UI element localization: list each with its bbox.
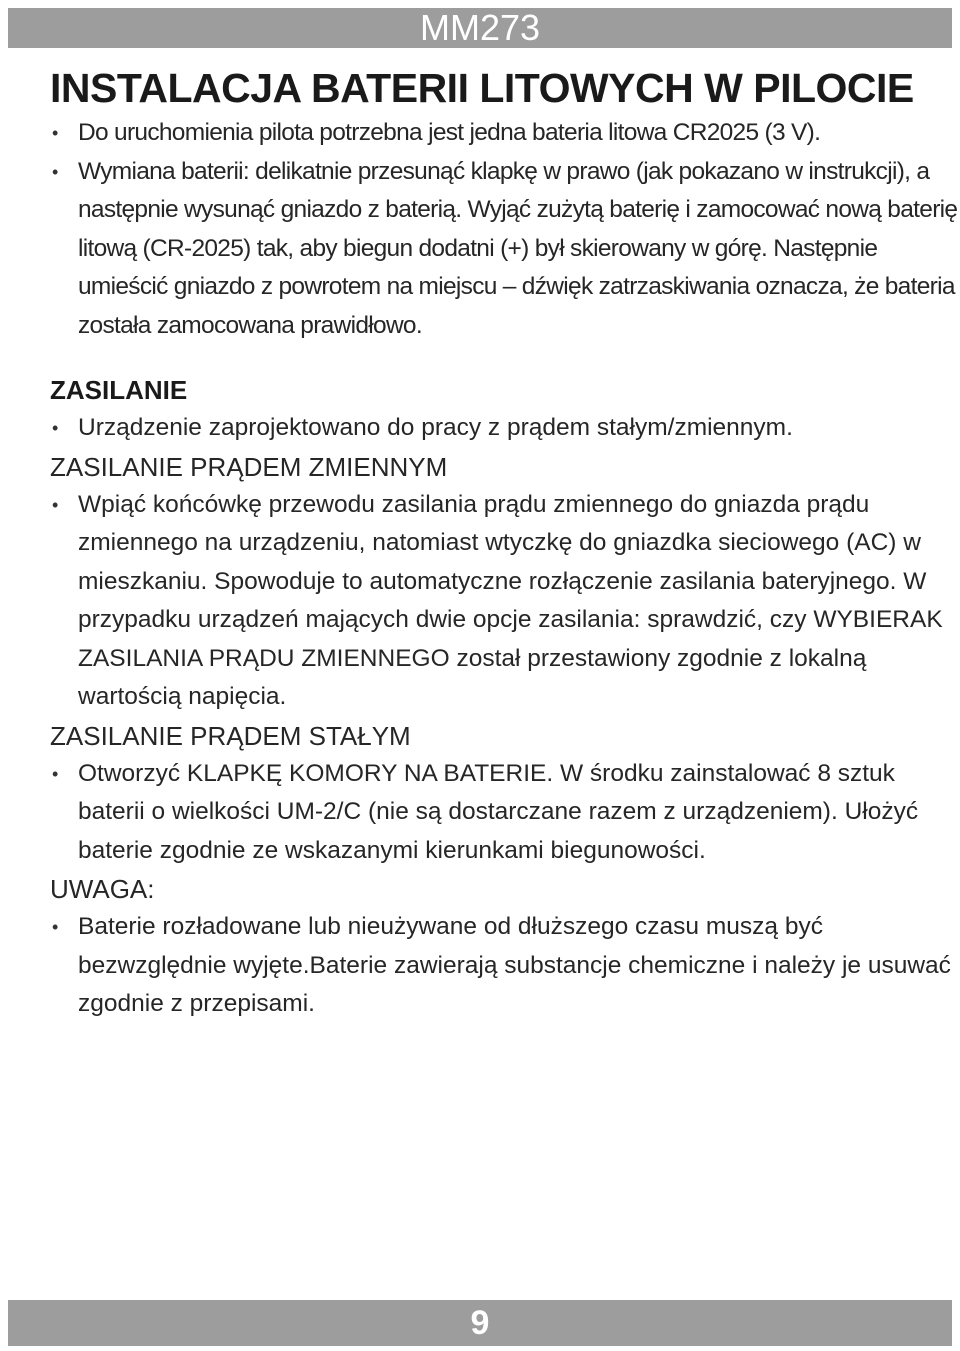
list-item: • Wymiana baterii: delikatnie przesunąć klapkę w prawo (jak pokazano w instrukcji), a następnie wysunąć gniazdo z baterią. Wyjąć zużytą baterię i zamocować nową baterię litową (CR-2025) tak, aby biegun dodatni (+) był skierowany w górę. Następnie umieścić gniazdo z powrotem na miejscu – dźwięk zatrzaskiwania oznacza, że bateria została zamocowana prawidłowo. (50, 153, 960, 346)
footer-bar (8, 1300, 952, 1346)
section-heading-ac: ZASILANIE PRĄDEM ZMIENNYM (50, 451, 448, 482)
warning-list (50, 908, 960, 1024)
page-title: INSTALACJA BATERII LITOWYCH W PILOCIE (50, 65, 914, 111)
list-item: • Do uruchomienia pilota potrzebna jest jedna bateria litowa CR2025 (3 V). (50, 114, 960, 153)
ac-list (50, 486, 960, 717)
power-list (50, 409, 960, 448)
section-spacer (50, 345, 960, 371)
section-heading-power: ZASILANIE (50, 375, 188, 405)
list-item: • Baterie rozładowane lub nieużywane od dłuższego czasu muszą być bezwzględnie wyjęte.Baterie zawierają substancje chemiczne i należy je usuwać zgodnie z przepisami. (50, 908, 960, 1024)
dc-list (50, 755, 960, 871)
page-content (50, 62, 960, 1024)
section-heading-warning: UWAGA: (50, 874, 155, 904)
list-item: • Urządzenie zaprojektowano do pracy z prądem stałym/zmiennym. (50, 409, 960, 448)
header-bar (8, 8, 952, 48)
list-item: • Wpiąć końcówkę przewodu zasilania prądu zmiennego do gniazda prądu zmiennego na urządzeniu, natomiast wtyczkę do gniazdka sieciowego (AC) w mieszkaniu. Spowoduje to automatyczne rozłączenie zasilania bateryjnego. W przypadku urządzeń mających dwie opcje zasilania: sprawdzić, czy WYBIERAK ZASILANIA PRĄDU ZMIENNEGO został przestawiony zgodnie z lokalną wartością napięcia. (50, 486, 960, 717)
list-item: • Otworzyć KLAPKĘ KOMORY NA BATERIE. W środku zainstalować 8 sztuk baterii o wielkości UM-2/C (nie są dostarczane razem z urządzeniem). Ułożyć baterie zgodnie ze wskazanymi kierunkami biegunowości. (50, 755, 960, 871)
battery-list (50, 114, 960, 345)
model-number: MM273 (419, 7, 541, 48)
page-number: 9 (470, 1303, 490, 1342)
section-heading-dc: ZASILANIE PRĄDEM STAŁYM (50, 720, 411, 751)
